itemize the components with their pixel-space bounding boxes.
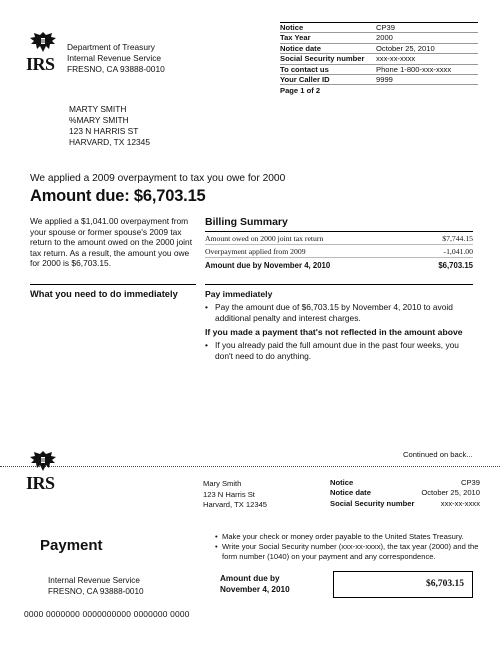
irs-eagle-logo-icon [28,30,58,54]
todo-title: What you need to do immediately [30,289,178,299]
billing-summary [205,216,473,271]
agency-address: Department of Treasury Internal Revenue Service FRESNO, CA 93888-0010 [67,42,165,74]
irs-eagle-logo-icon [28,449,58,473]
stub-amount-due-box [333,571,473,598]
bullet-icon: • [215,542,218,551]
stub-notice-info [330,478,480,509]
notice-row: Notice CP39 [280,23,478,33]
amount-due-title: Amount due: $6,703.15 [30,187,206,205]
stub-info-row: Social Security number xxx-xx-xxxx [330,498,480,508]
billing-row: Overpayment applied from 2009 -1,041.00 [205,247,473,256]
page-number: Page 1 of 2 [280,86,321,96]
notice-info-table [280,22,478,96]
irs-mailing-address: Internal Revenue Service FRESNO, CA 93888-0010 [48,576,144,596]
list-item: • If you already paid the full amount due in the past four weeks, you don't need to do anything. [205,340,459,361]
payment-bullet-list [205,340,473,361]
list-item: • Pay the amount due of $6,703.15 by November 4, 2010 to avoid additional penalty and interest charges. [205,302,453,323]
irs-logo-text: IRS [26,473,55,493]
list-item: • Write your Social Security number (xxx-xx-xxxx), the tax year (2000) and the form number (1040) on your payment and any correspondence. [215,542,479,561]
payment-not-reflected-heading: If you made a payment that's not reflected in the amount above [205,327,463,337]
stub-info-row: Notice date October 25, 2010 [330,488,480,498]
notice-date-row: Notice date October 25, 2010 [280,44,478,54]
irs-logo-text: IRS [26,54,55,74]
scan-line: 0000 0000000 0000000000 0000000 0000 [24,609,190,619]
explanation-text: We applied a $1,041.00 overpayment from your spouse or former spouse's 2009 tax return to the amount owed on the 2000 joint tax return. As a result, the amount you owe for 2000 is $6,703.15. [30,216,193,268]
billing-total-row: Amount due by November 4, 2010 $6,703.15 [205,261,473,270]
ssn-row: Social Security number xxx-xx-xxxx [280,54,478,64]
stub-amount-due-label: Amount due by November 4, 2010 [220,574,290,594]
stub-info-row: Notice CP39 [330,478,480,487]
pay-bullet-list [205,302,473,323]
recipient-address: MARTY SMITH %MARY SMITH 123 N HARRIS ST HARVARD, TX 12345 [69,104,150,147]
stub-address: Mary Smith 123 N Harris St Harvard, TX 12345 [203,479,268,509]
list-item: • Make your check or money order payable to the United States Treasury. [215,532,464,541]
caller-id-row: Your Caller ID 9999 [280,75,478,85]
stub-instructions [215,532,485,562]
pay-immediately-heading: Pay immediately [205,289,273,299]
tax-year-row: Tax Year 2000 [280,33,478,43]
section-divider [205,284,473,285]
payment-title: Payment [40,537,103,554]
bullet-icon: • [205,340,208,350]
intro-line: We applied a 2009 overpayment to tax you owe for 2000 [30,173,286,184]
billing-row: Amount owed on 2000 joint tax return $7,744.15 [205,234,473,243]
stub-amount-due-value: $6,703.15 [426,579,464,589]
section-divider [30,284,196,285]
contact-row: To contact us Phone 1-800-xxx-xxxx [280,65,478,75]
tear-line [0,466,500,467]
continued-note: Continued on back... [403,450,473,459]
bullet-icon: • [215,532,218,541]
billing-summary-title: Billing Summary [205,216,473,232]
bullet-icon: • [205,302,208,312]
